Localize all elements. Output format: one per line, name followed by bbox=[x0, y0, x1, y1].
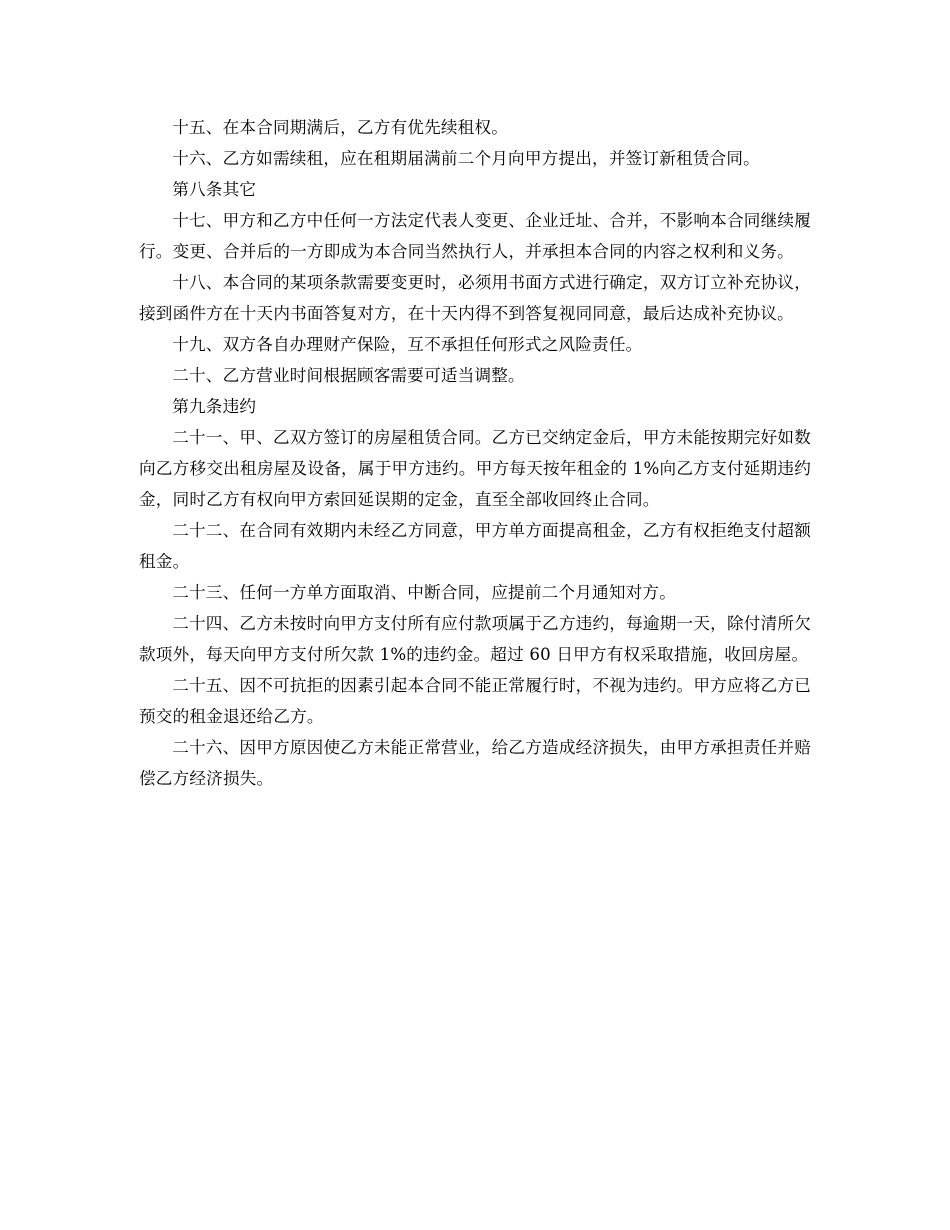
clause-15: 十五、在本合同期满后，乙方有优先续租权。 bbox=[172, 118, 509, 137]
clause-17: 十七、甲方和乙方中任何一方法定代表人变更、企业迁址、合并，不影响本合同继续履行。变更、合并后的一方即成为本合同当然执行人，并承担本合同的内容之权利和义务。 bbox=[139, 211, 811, 261]
clause-20: 二十、乙方营业时间根据顾客需要可适当调整。 bbox=[172, 366, 525, 385]
clause-19: 十九、双方各自办理财产保险，互不承担任何形式之风险责任。 bbox=[172, 335, 643, 354]
clause-25: 二十五、因不可抗拒的因素引起本合同不能正常履行时，不视为违约。甲方应将乙方已预交的租金退还给乙方。 bbox=[139, 676, 811, 726]
clause-24: 二十四、乙方未按时向甲方支付所有应付款项属于乙方违约，每逾期一天，除付清所欠款项外，每天向甲方支付所欠款 1%的违约金。超过 60 日甲方有权采取措施，收回房屋。 bbox=[139, 614, 811, 664]
contract-body bbox=[139, 112, 811, 794]
article-9-heading: 第九条违约 bbox=[172, 397, 257, 416]
article-8-heading: 第八条其它 bbox=[172, 180, 257, 199]
clause-23: 二十三、任何一方单方面取消、中断合同，应提前二个月通知对方。 bbox=[172, 583, 676, 602]
clause-18: 十八、本合同的某项条款需要变更时，必须用书面方式进行确定，双方订立补充协议，接到函件方在十天内书面答复对方，在十天内得不到答复视同同意，最后达成补充协议。 bbox=[139, 273, 811, 323]
clause-21: 二十一、甲、乙双方签订的房屋租赁合同。乙方已交纳定金后，甲方未能按期完好如数向乙方移交出租房屋及设备，属于甲方违约。甲方每天按年租金的 1%向乙方支付延期违约金，同时乙方有权向甲方索回延误期的定金，直至全部收回终止合同。 bbox=[139, 428, 811, 509]
clause-16: 十六、乙方如需续租，应在租期届满前二个月向甲方提出，并签订新租赁合同。 bbox=[172, 149, 760, 168]
clause-22: 二十二、在合同有效期内未经乙方同意，甲方单方面提高租金，乙方有权拒绝支付超额租金。 bbox=[139, 521, 811, 571]
clause-26: 二十六、因甲方原因使乙方未能正常营业，给乙方造成经济损失，由甲方承担责任并赔偿乙方经济损失。 bbox=[139, 738, 811, 788]
